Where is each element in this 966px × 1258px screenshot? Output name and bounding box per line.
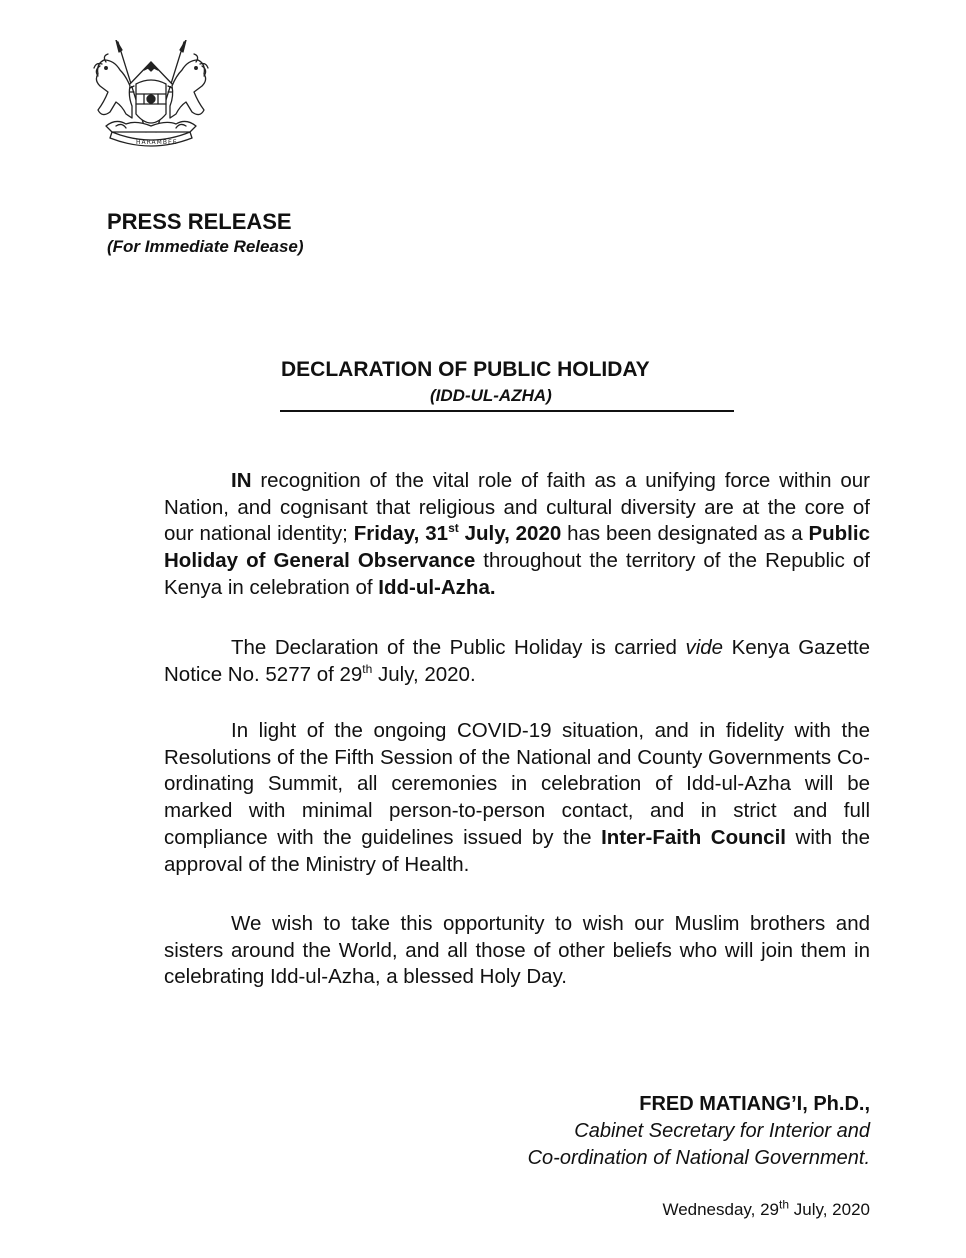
holiday-date: Friday, 31st July, 2020 xyxy=(353,521,562,546)
paragraph-greetings xyxy=(164,911,870,991)
holiday-type: Public Holiday of General Observance xyxy=(164,522,870,573)
signatory-title-line2: Co-ordination of National Government. xyxy=(527,1147,870,1169)
paragraph-text: recognition of the vital role of faith as a unifying force within our Nation, and cognisant that religious and cultural diversity are at the core of our national identity; xyxy=(164,469,870,546)
paragraph-text: In light of the ongoing COVID-19 situation, and in fidelity with the Resolutions of the Fifth Session of the National and County Governments Co-ordinating Summit, all ceremonies in celebration of Idd-ul-Azha will be marked with minimal person-to-person contact, and in strict and full compliance with the guidelines issued by the xyxy=(164,719,870,849)
signatory-title-line1: Cabinet Secretary for Interior and xyxy=(574,1120,870,1142)
paragraph-text: throughout the territory of the Republic of Kenya in celebration of xyxy=(164,549,870,599)
motto-text: HARAMBEE xyxy=(136,139,178,146)
release-date: Wednesday, 29th July, 2020 xyxy=(662,1197,870,1219)
paragraph-text: July, 2020. xyxy=(372,662,476,686)
paragraph-gazette-notice xyxy=(164,635,870,688)
paragraph-text: with the approval of the Ministry of Health. xyxy=(164,825,870,876)
title-underline xyxy=(280,410,734,412)
ordinal-suffix: th xyxy=(362,661,373,676)
paragraph-covid-guidelines xyxy=(164,718,870,878)
press-release-heading: PRESS RELEASE xyxy=(107,209,292,234)
council-name: Inter-Faith Council xyxy=(601,825,786,849)
lead-word: IN xyxy=(231,469,252,492)
document-subtitle: (IDD-UL-AZHA) xyxy=(430,386,552,405)
paragraph-text: We wish to take this opportunity to wish our Muslim brothers and sisters around the World, and all those of other beliefs who will join them in celebrating Idd-ul-Azha, a blessed Holy Day. xyxy=(164,912,870,989)
document-title: DECLARATION OF PUBLIC HOLIDAY xyxy=(281,358,650,381)
signatory-name: FRED MATIANG’I, Ph.D., xyxy=(639,1093,870,1115)
kenya-coat-of-arms-icon xyxy=(86,40,216,150)
vide-word: vide xyxy=(685,636,724,659)
paragraph-text: The Declaration of the Public Holiday is carried xyxy=(231,636,686,659)
release-note: (For Immediate Release) xyxy=(107,237,304,256)
paragraph-declaration xyxy=(164,468,870,602)
paragraph-text: Kenya Gazette Notice No. 5277 of 29 xyxy=(164,636,871,686)
paragraph-text: has been designated as a xyxy=(561,522,809,546)
festival-name: Idd-ul-Azha. xyxy=(378,575,496,599)
